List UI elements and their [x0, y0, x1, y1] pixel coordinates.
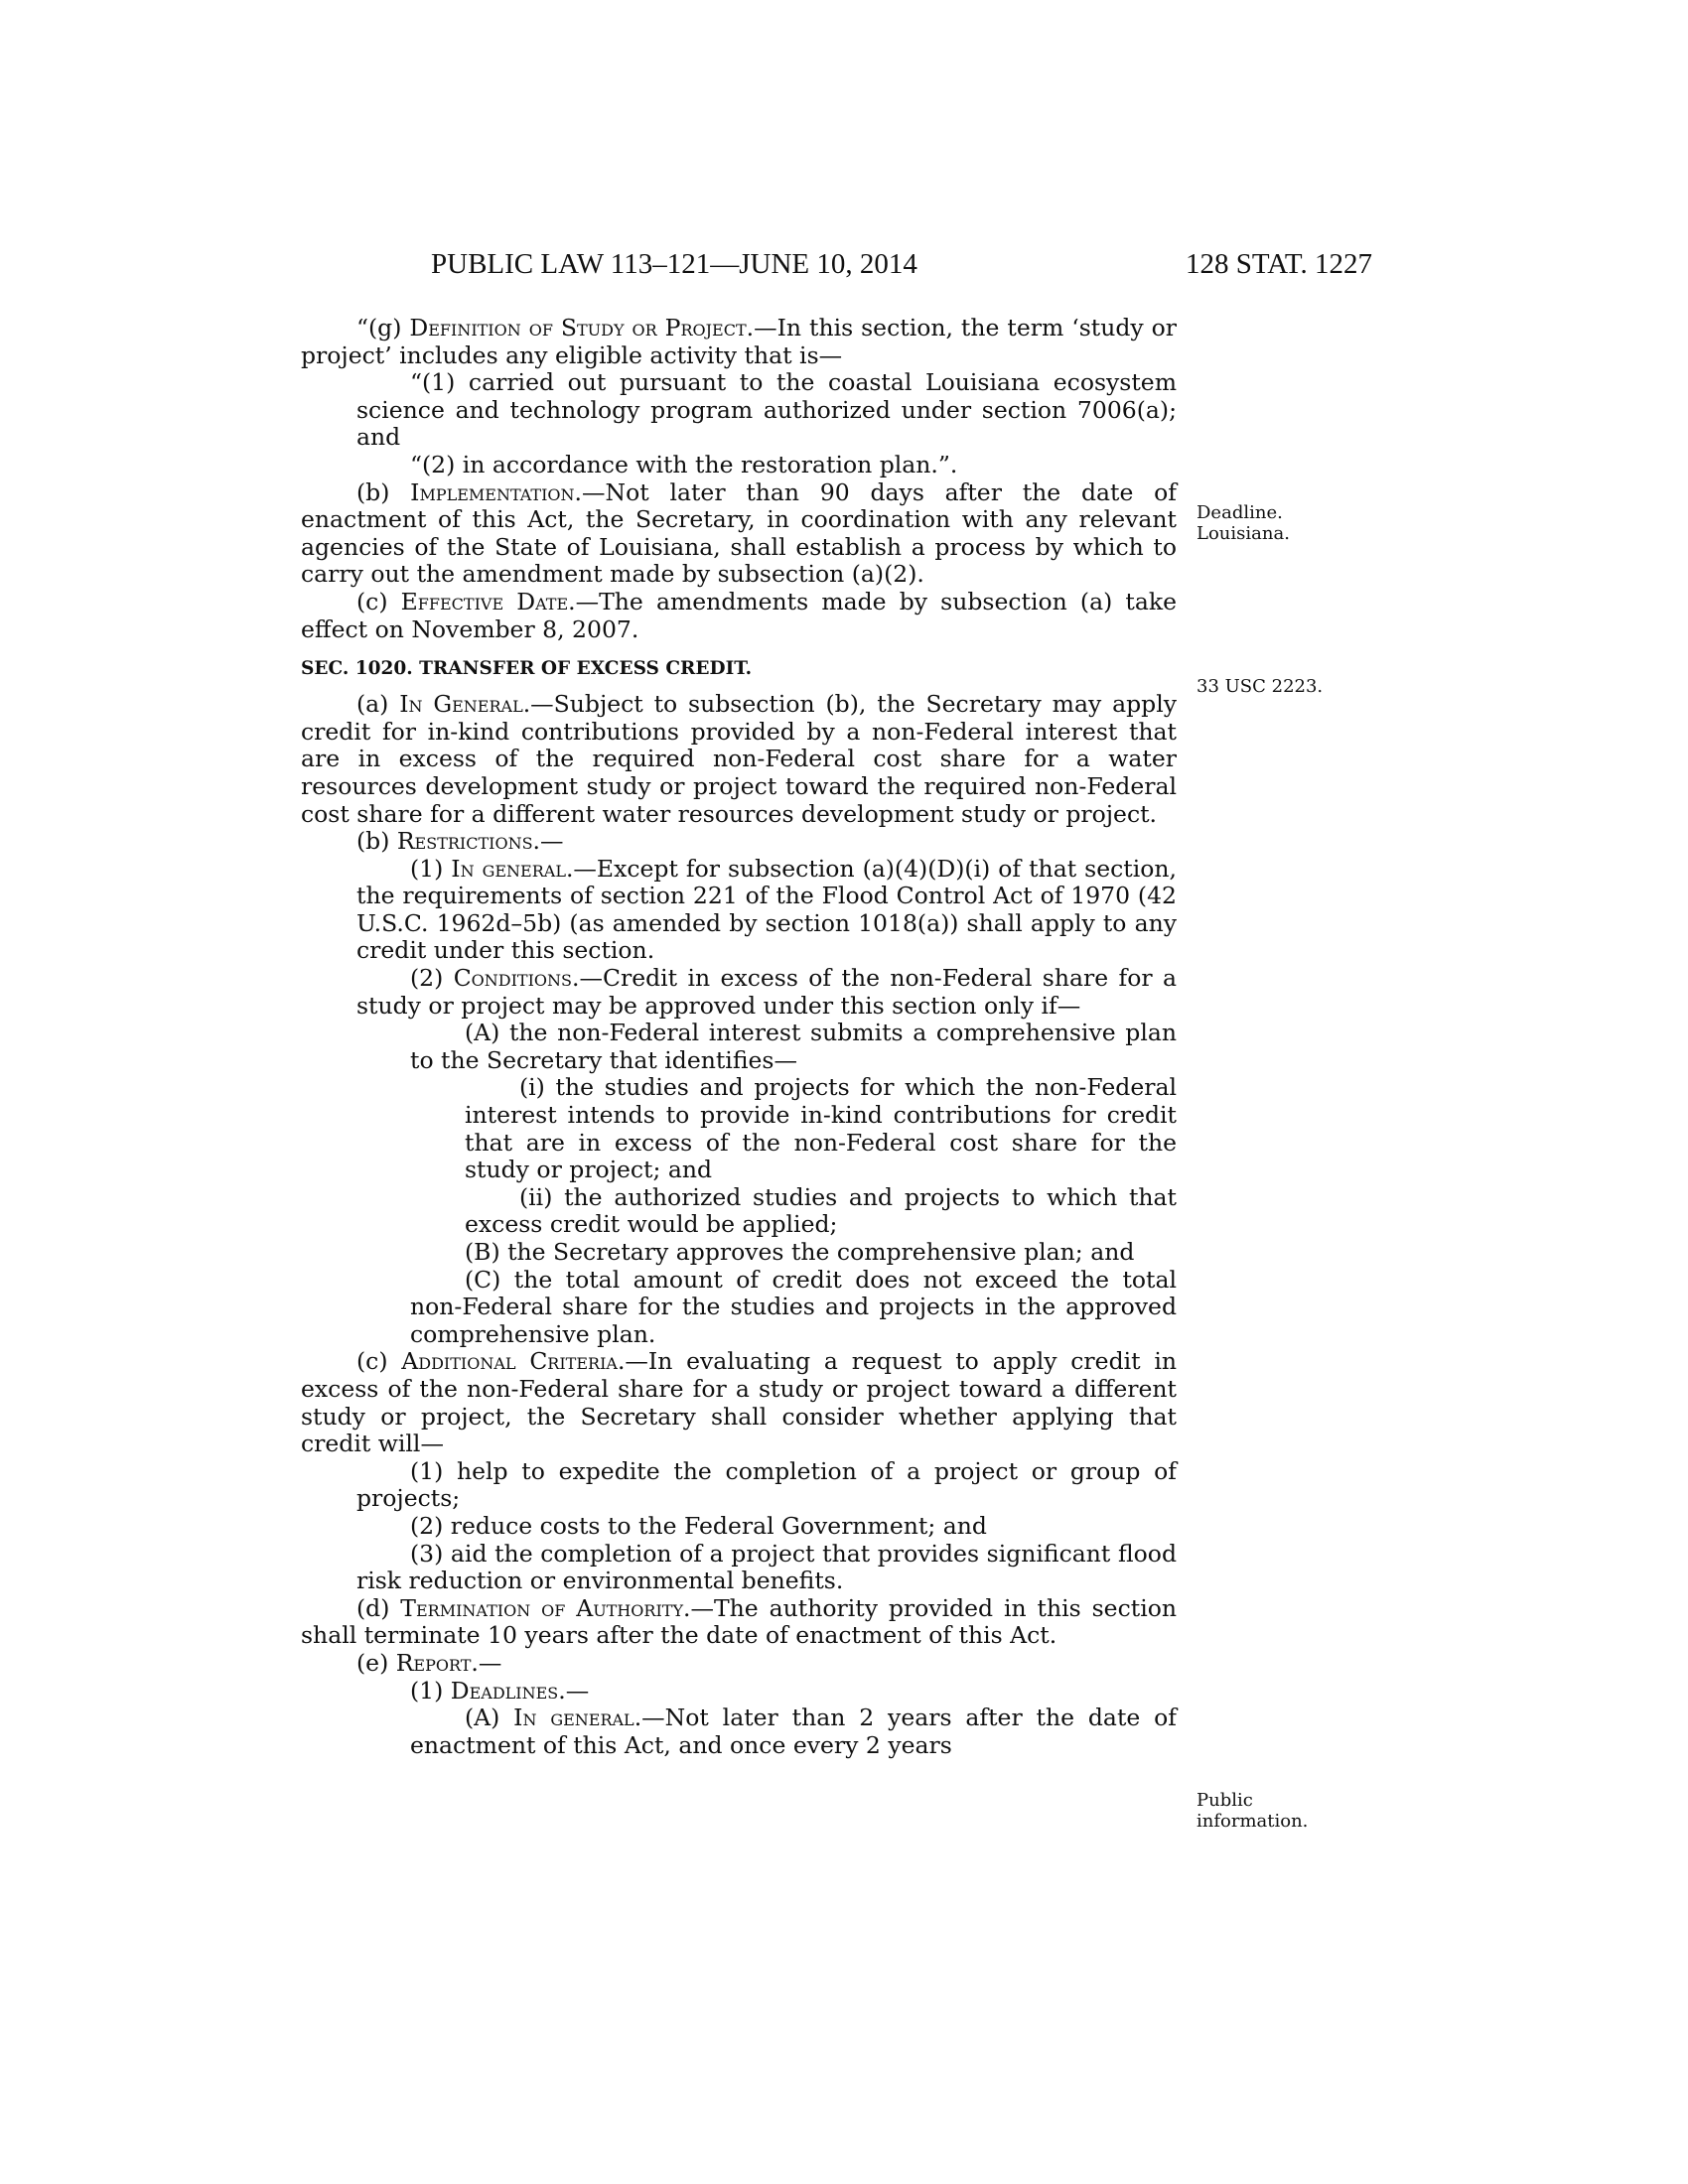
section-paragraph-c-1: (1) help to expedite the completion of a project or group of projects;	[356, 1456, 1177, 1513]
section-heading: SEC. 1020. TRANSFER OF EXCESS CREDIT.	[301, 658, 753, 680]
section-paragraph-d: (d) Termination of Authority.—The authority provided in this section shall terminate 10 years after the date of enactment of this Act.	[301, 1593, 1177, 1650]
margin-note-usc: 33 USC 2223.	[1196, 676, 1324, 697]
running-head	[431, 244, 1372, 284]
section-paragraph-c: (c) Additional Criteria.—In evaluating a request to apply credit in excess of the non-Federal share for a study or project toward a different study or project, the Secretary shall consider whether applying that credit will—	[301, 1347, 1178, 1458]
section-paragraph-b-2: (2) Conditions.—Credit in excess of the non-Federal share for a study or project may be approved under this section only if—	[356, 964, 1177, 1020]
section-paragraph-c-3: (3) aid the completion of a project that provides significant flood risk reduction or environmental benefits.	[356, 1539, 1177, 1595]
paragraph-g: “(g) Definition of Study or Project.—In this section, the term ‘study or project’ includes any eligible activity that is—	[301, 314, 1177, 369]
margin-note-louisiana-line: Louisiana.	[1196, 523, 1290, 544]
margin-note-information-line: information.	[1196, 1811, 1309, 1832]
margin-note-deadline	[1196, 502, 1345, 544]
section-paragraph-b-2-A-i: (i) the studies and projects for which the non-Federal interest intends to provide in-kind contributions for credit that are in excess of the non-Federal cost share for the study or project; and	[465, 1073, 1177, 1184]
section-paragraph-e: (e) Report.—	[356, 1648, 502, 1677]
section-paragraph-b-2-C: (C) the total amount of credit does not exceed the total non-Federal share for the studies and projects in the approved comprehensive plan.	[410, 1265, 1177, 1348]
section-paragraph-b-2-A: (A) the non-Federal interest submits a comprehensive plan to the Secretary that identifies—	[410, 1019, 1177, 1074]
section-paragraph-b-2-A-ii: (ii) the authorized studies and projects to which that excess credit would be applied;	[465, 1182, 1177, 1239]
margin-note-public-information	[1196, 1790, 1345, 1832]
statute-page-number: 128 STAT. 1227	[1185, 248, 1372, 280]
margin-note-deadline-line: Deadline.	[1196, 502, 1283, 523]
section-paragraph-b-2-B: (B) the Secretary approves the comprehensive plan; and	[465, 1238, 1135, 1266]
statute-body	[301, 315, 1177, 1759]
section-paragraph-b: (b) Restrictions.—	[356, 827, 564, 856]
section-paragraph-c-2: (2) reduce costs to the Federal Government; and	[410, 1511, 987, 1540]
section-paragraph-e-1-A: (A) In general.—Not later than 2 years after the date of enactment of this Act, and once every 2 years	[410, 1704, 1177, 1759]
paragraph-b: (b) Implementation.—Not later than 90 days after the date of enactment of this Act, the Secretary, in coordination with any relevant agencies of the State of Louisiana, shall establish a process by which to carry out the amendment made by subsection (a)(2).	[301, 478, 1177, 589]
section-paragraph-e-1: (1) Deadlines.—	[410, 1676, 590, 1705]
paragraph-g-1: “(1) carried out pursuant to the coastal Louisiana ecosystem science and technology program authorized under section 7006(a); and	[356, 368, 1177, 452]
paragraph-c: (c) Effective Date.—The amendments made by subsection (a) take effect on November 8, 2007.	[301, 587, 1177, 643]
law-citation: PUBLIC LAW 113–121—JUNE 10, 2014	[431, 248, 917, 280]
margin-note-public-line: Public	[1196, 1790, 1253, 1811]
section-paragraph-b-1: (1) In general.—Except for subsection (a)(4)(D)(i) of that section, the requirements of section 221 of the Flood Control Act of 1970 (42 U.S.C. 1962d–5b) (as amended by section 1018(a)) shall apply to any credit under this section.	[356, 854, 1177, 965]
section-paragraph-a: (a) In General.—Subject to subsection (b), the Secretary may apply credit for in-kind contributions provided by a non-Federal interest that are in excess of the required non-Federal cost share for a water resources development study or project toward the required non-Federal cost share for a different water resources development study or project.	[301, 690, 1177, 828]
paragraph-g-2: “(2) in accordance with the restoration plan.”.	[410, 450, 958, 478]
